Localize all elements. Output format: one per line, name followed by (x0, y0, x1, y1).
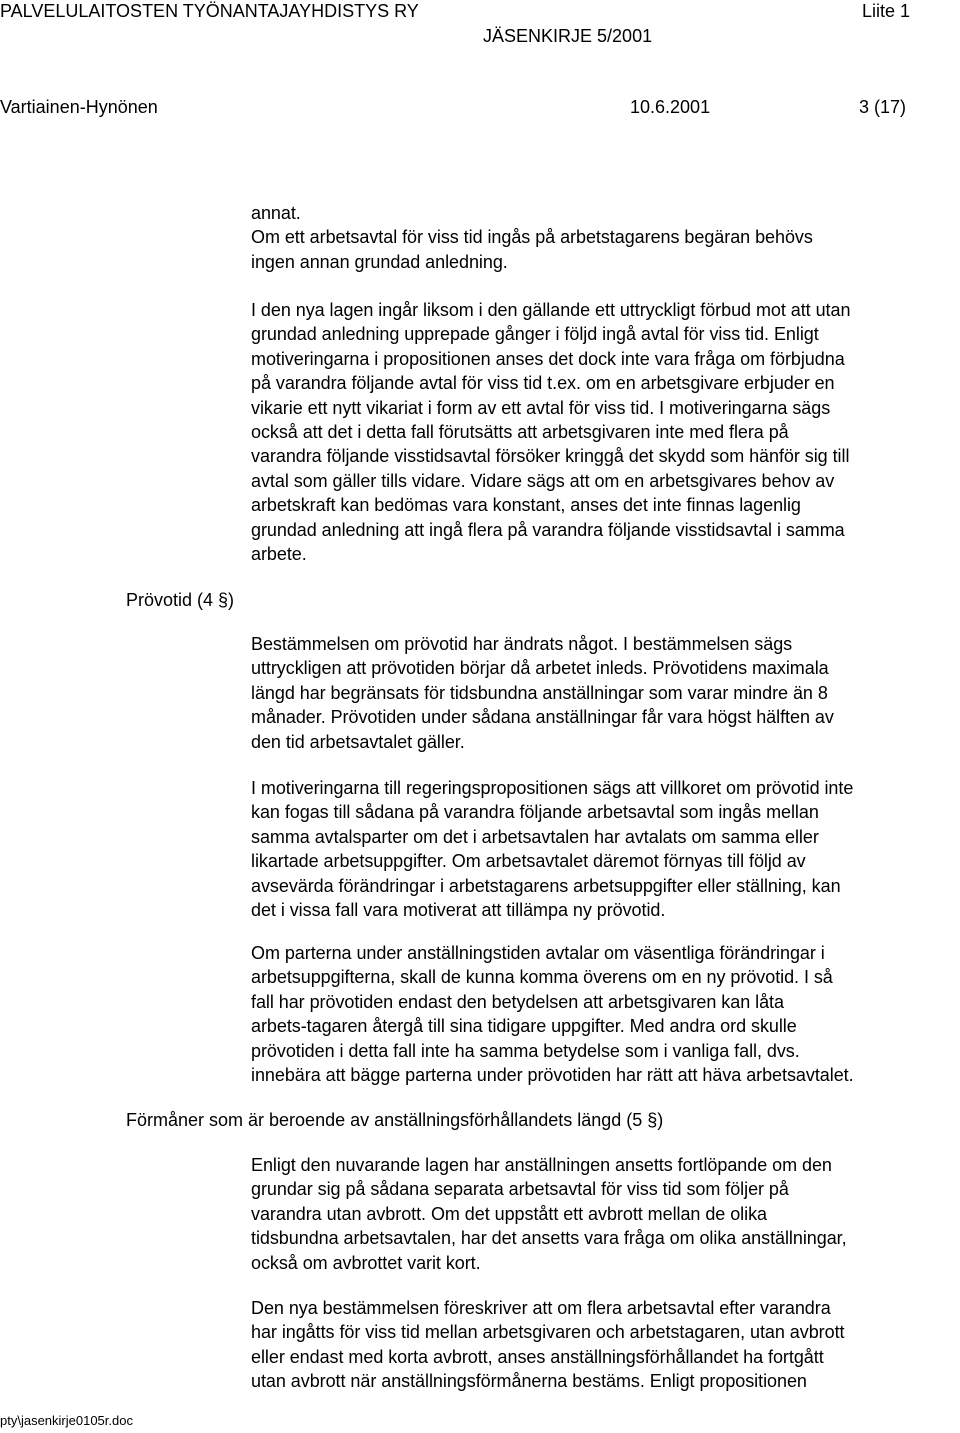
section-heading-benefits: Förmåner som är beroende av anställningsförhållandets längd (5 §) (126, 1110, 664, 1130)
text-line: längd har begränsats för tidsbundna anställningar som varar mindre än 8 (251, 682, 828, 703)
trial-period-paragraph-1 (251, 632, 960, 754)
text-line: varandra följande visstidsavtal försöker kringgå det skydd som hänför sig till (251, 446, 850, 467)
page-number: 3 (17) (859, 97, 907, 117)
text-line: I den nya lagen ingår liksom i den gällande ett uttryckligt förbud mot att utan (251, 300, 851, 320)
text-line: arbete. (251, 543, 307, 564)
text-line: uttryckligen att prövotiden börjar då arbetet inleds. Prövotidens maximala (251, 658, 829, 679)
text-line: också att det i detta fall förutsätts att arbetsgivaren inte med flera på (251, 421, 789, 442)
text-line: varandra utan avbrott. Om det uppstått ett avbrott mellan de olika (251, 1203, 767, 1224)
text-line: också om avbrottet varit kort. (251, 1252, 481, 1273)
attachment-label: Liite 1 (862, 1, 911, 21)
text-line: på varandra följande avtal för viss tid t.ex. om en arbetsgivare erbjuder en (251, 373, 835, 394)
text-line: Enligt den nuvarande lagen har anställningen ansetts fortlöpande om den (251, 1155, 832, 1175)
text-line: motiveringarna i propositionen anses det dock inte vara fråga om förbjudna (251, 348, 845, 369)
text-line: Bestämmelsen om prövotid har ändrats något. I bestämmelsen sägs (251, 634, 793, 654)
text-line: likartade arbetsuppgifter. Om arbetsavtalet däremot förnyas till följd av (251, 851, 806, 872)
text-line: arbetskraft kan bedömas vara konstant, anses det inte finnas lagenlig (251, 495, 801, 516)
text-line: grundad anledning att ingå flera på varandra följande visstidsavtal i samma (251, 519, 845, 540)
text-line: fall har prövotiden endast den betydelsen att arbetsgivaren kan låta (251, 991, 784, 1012)
text-line: tidsbundna arbetsavtalen, har det ansetts vara fråga om olika anställningar, (251, 1228, 847, 1249)
text-line: Om parterna under anställningstiden avtalar om väsentliga förändringar i (251, 943, 825, 963)
text-line: innebära att bägge parterna under prövotiden har rätt att häva arbetsavtalet. (251, 1064, 854, 1085)
benefits-paragraph-2 (251, 1296, 960, 1394)
text-line: arbetsuppgifterna, skall de kunna komma överens om en ny prövotid. I så (251, 967, 833, 988)
text-line: vikarie ett nytt vikariat i form av ett avtal för viss tid. I motiveringarna sägs (251, 397, 831, 418)
footer-file-path: pty\jasenkirje0105r.doc (0, 1413, 133, 1428)
text-line: arbets-tagaren återgå till sina tidigare uppgifter. Med andra ord skulle (251, 1016, 797, 1037)
text-line: grundad anledning upprepade gånger i följd ingå avtal för viss tid. Enligt (251, 324, 819, 345)
text-line: utan avbrott när anställningsförmånerna bestäms. Enligt propositionen (251, 1371, 807, 1392)
text-line: prövotiden i detta fall inte ha samma betydelse som i vanliga fall, dvs. (251, 1040, 800, 1061)
author-name: Vartiainen-Hynönen (0, 97, 158, 117)
text-line: ingen annan grundad anledning. (251, 251, 508, 272)
text-line: samma avtalsparter om det i arbetsavtalen har avtalats om samma eller (251, 826, 819, 847)
text-line: Den nya bestämmelsen föreskriver att om flera arbetsavtal efter varandra (251, 1298, 831, 1318)
text-line: eller endast med korta avbrott, anses anställningsförhållandet ha fortgått (251, 1346, 824, 1367)
text-line: månader. Prövotiden under sådana anställningar får vara högst hälften av (251, 707, 834, 728)
text-line: grundar sig på sådana separata arbetsavtal för viss tid som följer på (251, 1179, 789, 1200)
text-line: den tid arbetsavtalet gäller. (251, 731, 465, 752)
text-line: avtal som gäller tills vidare. Vidare sägs att om en arbetsgivares behov av (251, 470, 835, 491)
text-line: annat. (251, 203, 301, 223)
document-date: 10.6.2001 (630, 97, 711, 117)
letter-number: JÄSENKIRJE 5/2001 (483, 26, 653, 46)
text-line: avsevärda förändringar i arbetstagarens arbetsuppgifter eller ställning, kan (251, 875, 841, 896)
text-line: Om ett arbetsavtal för viss tid ingås på arbetstagarens begäran behövs (251, 227, 813, 248)
repeated-contracts-paragraph (251, 298, 960, 566)
intro-paragraph (251, 201, 960, 274)
benefits-paragraph-1 (251, 1153, 960, 1275)
text-line: kan fogas till sådana på varandra följande arbetsavtal som ingås mellan (251, 802, 819, 823)
text-line: I motiveringarna till regeringspropositionen sägs att villkoret om prövotid inte (251, 778, 854, 798)
text-line: har ingåtts för viss tid mellan arbetsgivaren och arbetstagaren, utan avbrott (251, 1322, 845, 1343)
section-heading-trial-period: Prövotid (4 §) (126, 590, 235, 610)
trial-period-paragraph-3 (251, 941, 960, 1087)
text-line: det i vissa fall vara motiverat att tillämpa ny prövotid. (251, 899, 666, 920)
organization-name: PALVELULAITOSTEN TYÖNANTAJAYHDISTYS RY (0, 1, 419, 21)
trial-period-paragraph-2 (251, 776, 960, 922)
